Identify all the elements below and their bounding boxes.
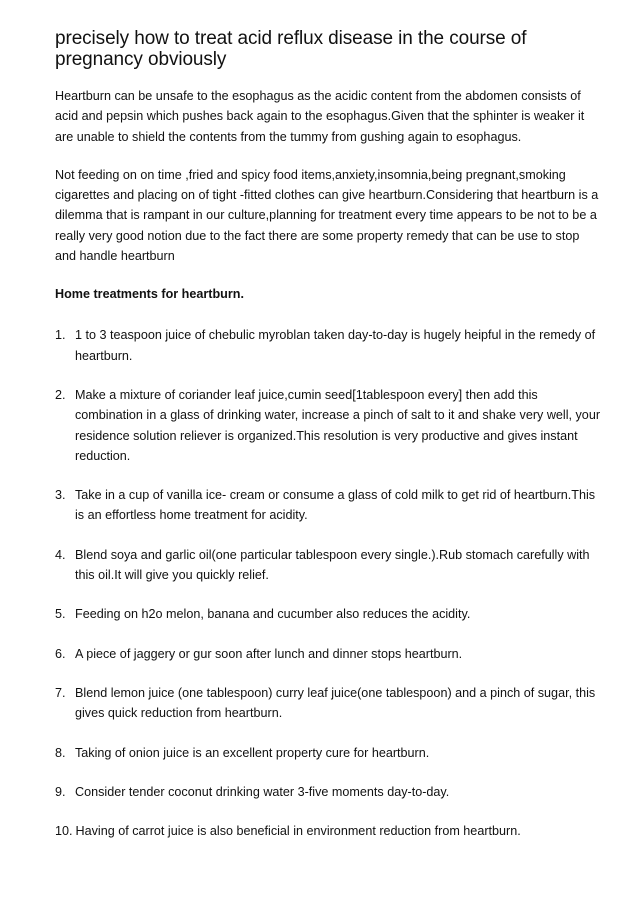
list-item-number: 8.	[55, 745, 66, 760]
list-item	[55, 683, 600, 724]
list-item-text: A piece of jaggery or gur soon after lunch and dinner stops heartburn.	[75, 646, 463, 661]
list-item	[55, 485, 600, 526]
list-item-text: 1 to 3 teaspoon juice of chebulic myroblan taken day-to-day is hugely heipful in the remedy of heartburn.	[75, 328, 596, 363]
list-item-text: Blend lemon juice (one tablespoon) curry leaf juice(one tablespoon) and a pinch of sugar, this gives quick reduction from heartburn.	[75, 685, 596, 721]
list-item	[55, 782, 600, 802]
list-item	[55, 821, 600, 841]
list-item-number: 6.	[55, 646, 66, 661]
list-item	[55, 325, 600, 366]
list-item-text: Having of carrot juice is also beneficial in environment reduction from heartburn.	[75, 824, 521, 839]
list-item	[55, 743, 600, 763]
list-item-number: 1.	[55, 328, 66, 343]
list-item-text: Take in a cup of vanilla ice- cream or consume a glass of cold milk to get rid of heartburn.This is an effortless home treatment for acidity.	[75, 488, 596, 523]
list-item-text: Make a mixture of coriander leaf juice,cumin seed[1tablespoon every] then add this combination in a glass of drinking water, increase a pinch of salt to it and shake very well, your residence solution reliever is organized.This resolution is very productive and gives instant reduction.	[75, 387, 601, 463]
list-item-number: 10.	[55, 824, 73, 839]
list-item-number: 2.	[55, 387, 66, 402]
causes-paragraph: Not feeding on on time ,fried and spicy food items,anxiety,insomnia,being pregnant,smoking cigarettes and placing on of tight -fitted clothes can give heartburn.Considering that heartburn is a dilemma that is rampant in our culture,planning for treatment every time appears to be not to be a really very good notion due to the fact there are some property remedy that can be use to stop and handle heartburn	[55, 167, 599, 264]
list-item	[55, 644, 600, 664]
list-item-number: 5.	[55, 607, 66, 622]
list-item	[55, 604, 600, 624]
list-item-text: Feeding on h2o melon, banana and cucumber also reduces the acidity.	[75, 607, 471, 622]
list-item	[55, 385, 600, 466]
intro-paragraph: Heartburn can be unsafe to the esophagus as the acidic content from the abdomen consists of acid and pepsin which pushes back again to the esophagus.Given that the sphinter is weaker it are unable to shield the contents from the tummy from gushing again to esophagus.	[55, 89, 585, 144]
list-item-text: Taking of onion juice is an excellent property cure for heartburn.	[75, 745, 430, 760]
list-item-number: 7.	[55, 685, 66, 700]
list-item-number: 4.	[55, 547, 66, 562]
list-item-number: 9.	[55, 784, 66, 799]
list-item-number: 3.	[55, 488, 66, 503]
document-page	[55, 28, 600, 860]
list-item-text: Consider tender coconut drinking water 3-five moments day-to-day.	[75, 784, 450, 799]
document-title: precisely how to treat acid reflux disease in the course of pregnancy obviously	[55, 28, 527, 70]
list-item-text: Blend soya and garlic oil(one particular tablespoon every single.).Rub stomach carefully with this oil.It will give you quickly relief.	[75, 547, 590, 583]
remedy-list	[55, 325, 600, 841]
list-item	[55, 545, 600, 586]
section-heading: Home treatments for heartburn.	[55, 287, 244, 302]
